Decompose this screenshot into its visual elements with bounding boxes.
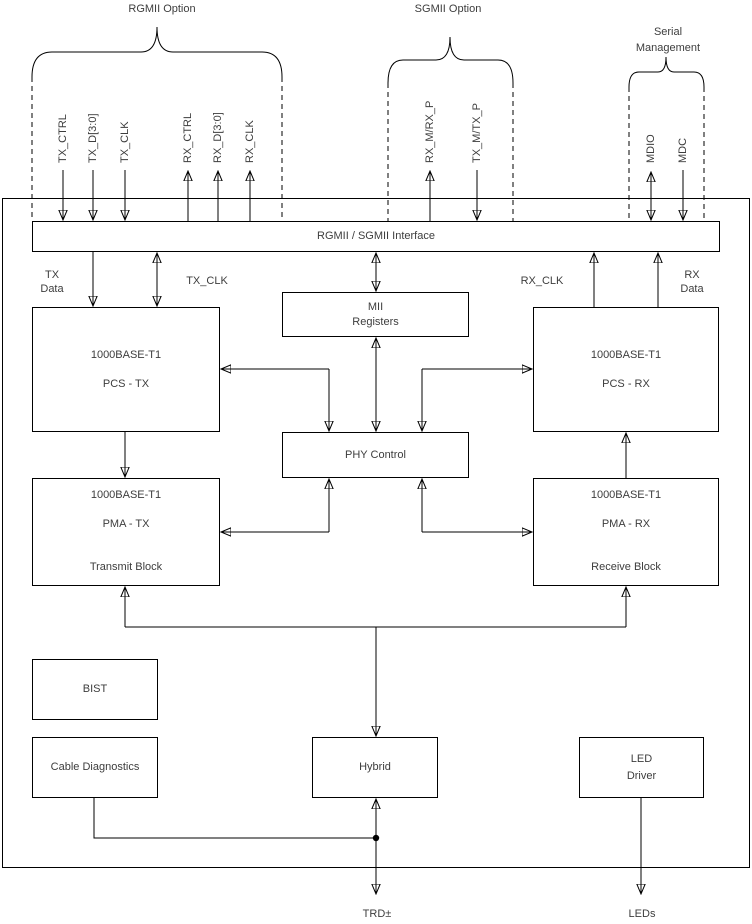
block-phy-control (282, 432, 469, 478)
signal-label-rx-d: RX_D[3:0] (212, 112, 224, 163)
rgmii-option-label: RGMII Option (128, 3, 196, 15)
rx-data-label: RX Data (680, 269, 704, 295)
led-driver-line2: Driver (626, 769, 657, 782)
pcs-tx-line1: 1000BASE-T1 (90, 348, 162, 361)
cable-diagnostics-label: Cable Diagnostics (50, 761, 140, 773)
signal-label-tx-clk: TX_CLK (119, 121, 131, 163)
pma-rx-line3: Receive Block (591, 561, 661, 573)
pcs-tx-line2: PCS - TX (102, 377, 150, 390)
block-rgmii-sgmii-interface (32, 221, 720, 252)
led-driver-line1: LED (630, 752, 653, 765)
bist-label: BIST (82, 683, 108, 695)
rx-clk-label: RX_CLK (520, 275, 564, 287)
signal-label-mdio: MDIO (645, 134, 657, 163)
block-cable-diagnostics (32, 737, 158, 798)
serial-management-label-line2: Management (635, 42, 701, 54)
signal-label-rx-ctrl: RX_CTRL (182, 112, 194, 163)
pma-rx-line1: 1000BASE-T1 (590, 489, 662, 501)
signal-label-rx-m-rx-p: RX_M/RX_P (424, 100, 436, 163)
interface-label: RGMII / SGMII Interface (317, 230, 435, 242)
pma-rx-line2: PMA - RX (601, 518, 651, 530)
signal-label-mdc: MDC (677, 137, 689, 163)
signal-label-tx-ctrl: TX_CTRL (57, 114, 69, 163)
sgmii-option-label: SGMII Option (414, 3, 482, 15)
block-pma-tx (32, 478, 220, 586)
trd-label: TRD± (362, 908, 392, 920)
block-hybrid (312, 737, 438, 798)
block-led-driver (579, 737, 704, 798)
pcs-rx-line2: PCS - RX (602, 377, 650, 390)
sgmii-brace (388, 37, 513, 83)
block-pma-rx (533, 478, 719, 586)
signal-label-tx-d: TX_D[3:0] (87, 113, 99, 163)
hybrid-label: Hybrid (359, 761, 391, 773)
pma-tx-line2: PMA - TX (102, 518, 150, 530)
tx-clk-label: TX_CLK (186, 275, 228, 287)
block-pcs-tx (32, 307, 220, 432)
block-mii-registers (282, 292, 469, 337)
pcs-rx-line1: 1000BASE-T1 (590, 348, 662, 361)
block-bist (32, 659, 158, 720)
serial-management-brace (629, 57, 704, 87)
tx-data-label: TX Data (40, 269, 64, 295)
signal-label-tx-m-tx-p: TX_M/TX_P (471, 103, 483, 163)
serial-management-label (606, 24, 730, 56)
mii-line2: Registers (352, 315, 399, 328)
serial-management-label-line1: Serial (653, 26, 683, 38)
pma-tx-line3: Transmit Block (89, 561, 163, 573)
signal-label-rx-clk: RX_CLK (244, 120, 256, 163)
block-pcs-rx (533, 307, 719, 432)
pma-tx-line1: 1000BASE-T1 (90, 489, 162, 501)
mii-line1: MII (367, 300, 384, 313)
phy-control-label: PHY Control (345, 448, 406, 461)
leds-label: LEDs (628, 908, 656, 920)
